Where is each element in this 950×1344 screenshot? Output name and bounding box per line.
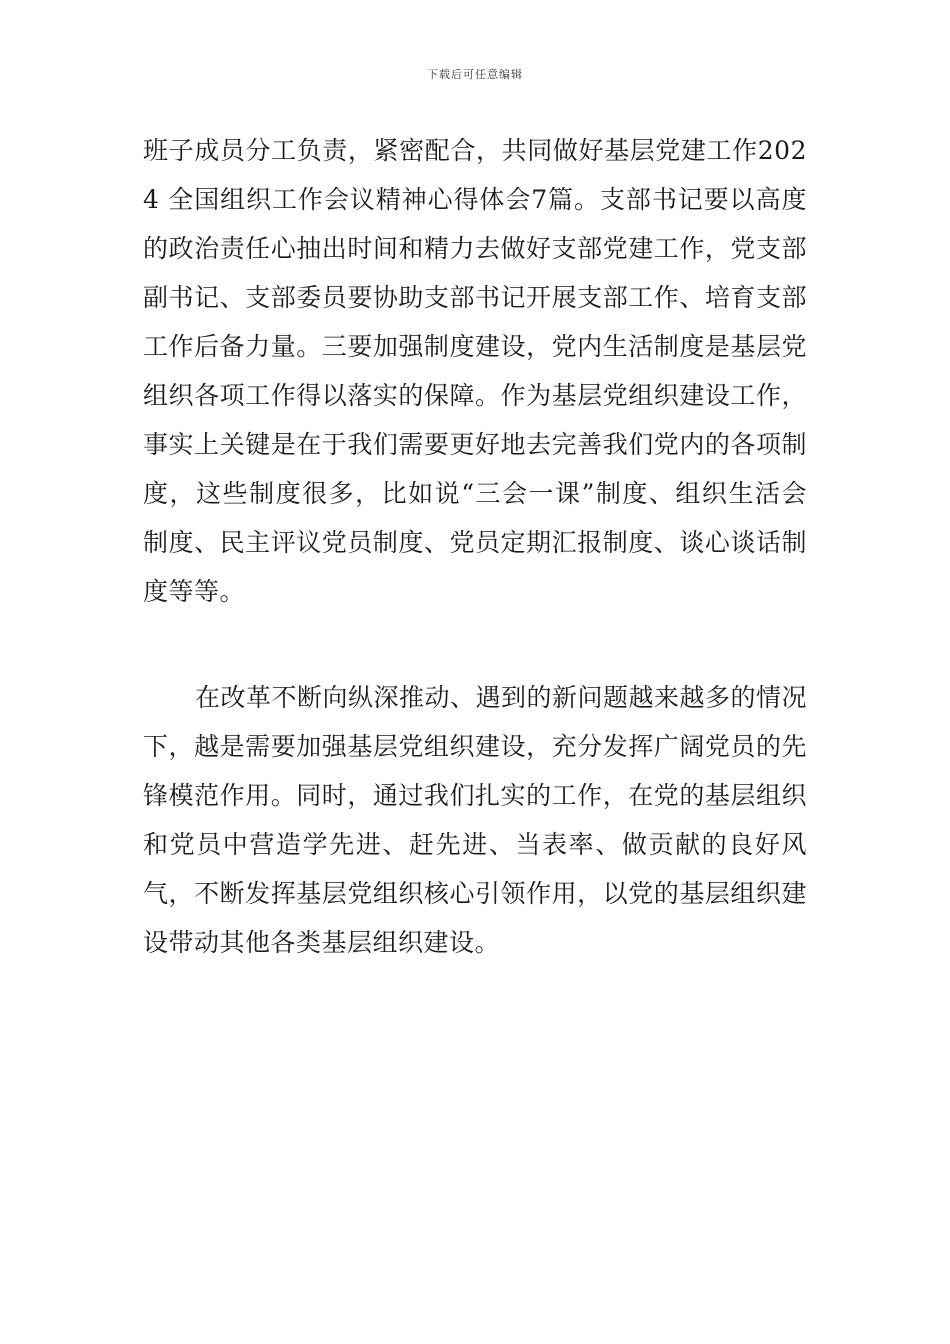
paragraph-2: 在改革不断向纵深推动、遇到的新问题越来越多的情况下，越是需要加强基层党组织建设，充分发挥广阔党员的先锋模范作用。同时，通过我们扎实的工作，在党的基层组织和党员中营造学先进、赶先进、当表率、做贡献的良好风气，不断发挥基层党组织核心引领作用，以党的基层组织建设带动其他各类基层组织建设。 — [143, 683, 808, 957]
paragraph-1: 班子成员分工负责，紧密配合，共同做好基层党建工作2024 全国组织工作会议精神心得体会7篇。支部书记要以高度的政治责任心抽出时间和精力去做好支部党建工作，党支部副书记、支部委员要协助支部书记开展支部工作、培育支部工作后备力量。三要加强制度建设，党内生活制度是基层党组织各项工作得以落实的保障。作为基层党组织建设工作，事实上关键是在于我们需要更好地去完善我们党内的各项制度，这些制度很多，比如说“三会一课”制度、组织生活会制度、民主评议党员制度、党员定期汇报制度、谈心谈话制度等等。 — [143, 136, 807, 606]
header-note: 下载后可任意编辑 — [427, 68, 523, 81]
